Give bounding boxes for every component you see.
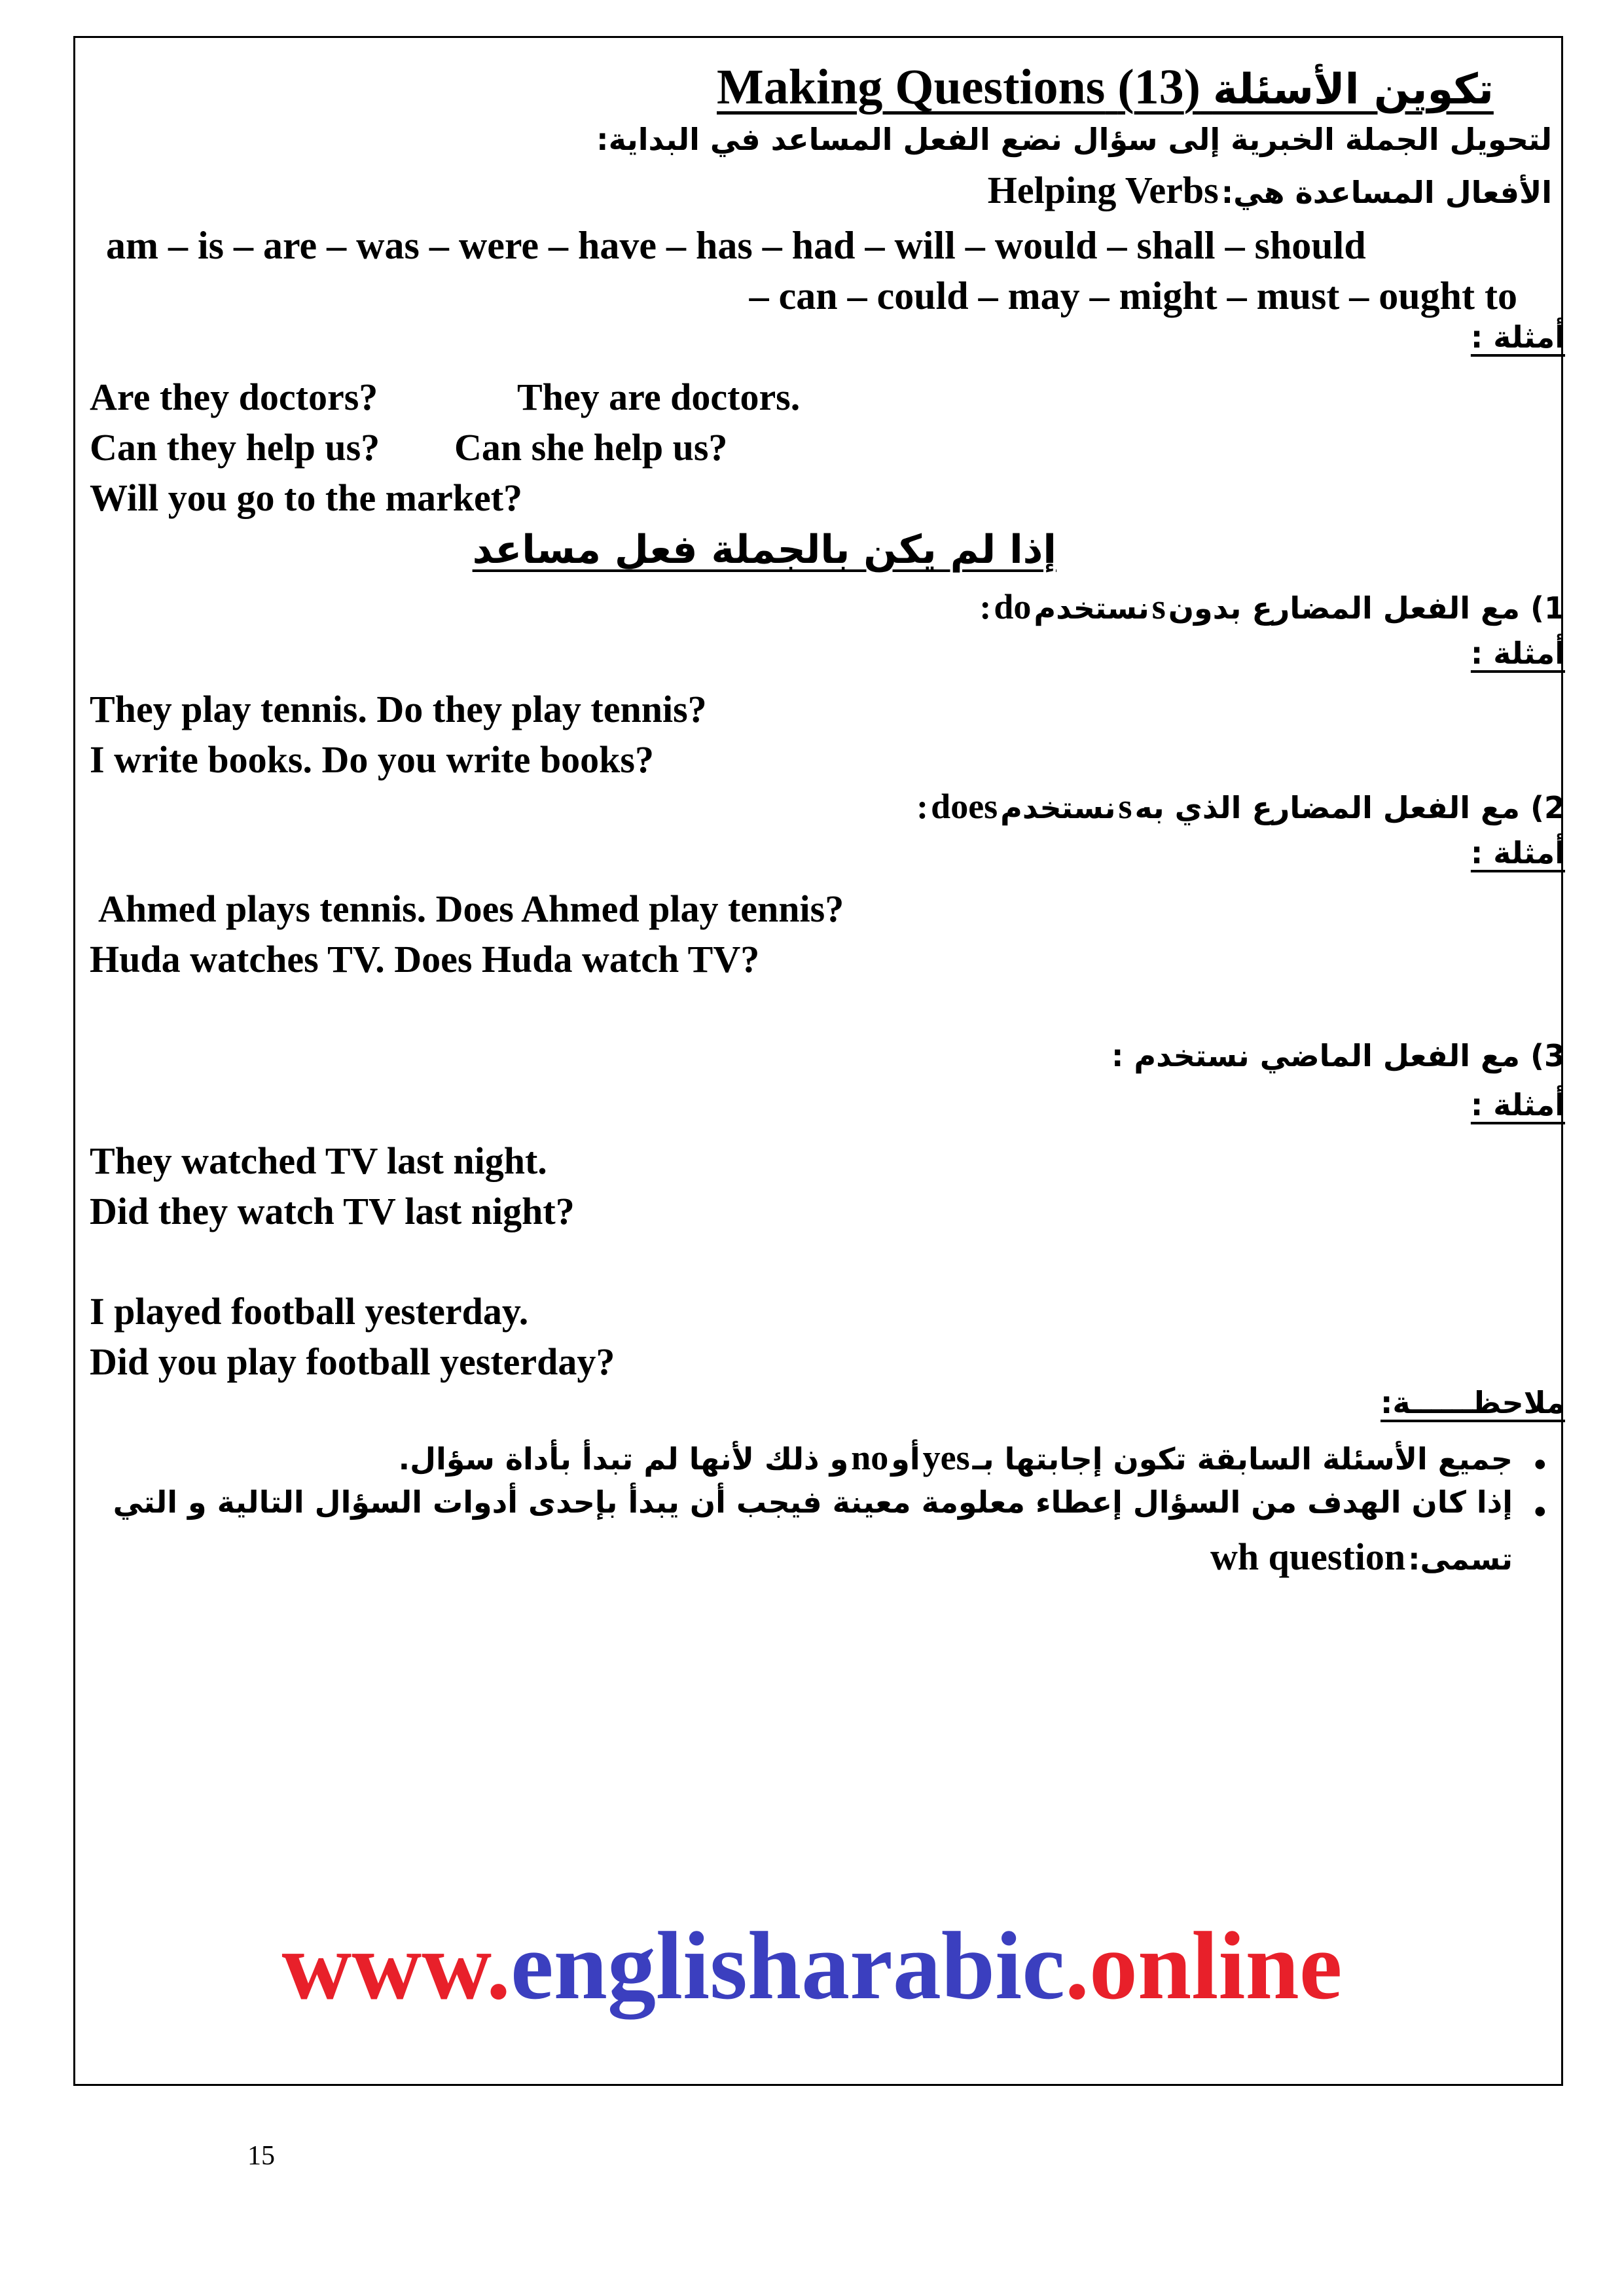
rule-1-colon: :: [979, 587, 992, 626]
title-number: (13): [1117, 60, 1200, 115]
example-play-tennis: They play tennis. Do they play tennis?: [90, 688, 707, 730]
helping-verbs-line-1: am – is – are – was – were – have – has – had – will – would – shall – should: [106, 224, 1366, 267]
title-arabic: تكوين الأسئلة: [1212, 65, 1494, 114]
rule-1-verb: do: [994, 587, 1032, 626]
website-name: englisharabic: [510, 1912, 1065, 2020]
helping-verbs-label: [988, 171, 1552, 209]
note-2-wh-question: wh question: [1210, 1535, 1406, 1578]
rule-1-use: نستخدم: [1034, 590, 1149, 626]
rule-2-verb: does: [931, 787, 998, 826]
example-can-she: Can she help us?: [454, 426, 728, 469]
website-url[interactable]: [0, 1912, 1624, 2020]
note-2-line-1: إذا كان الهدف من السؤال إعطاء معلومة معينة فيجب أن يبدأ بإحدى أدوات السؤال التالية و التي: [113, 1484, 1513, 1520]
example-they-are: They are doctors.: [517, 376, 801, 418]
page-title: [717, 60, 1494, 115]
examples-label-3: أمثلة :: [1470, 835, 1565, 870]
rule-2-text: 2) مع الفعل المضارع الذي به: [1134, 790, 1565, 825]
example-ahmed: Ahmed plays tennis. Does Ahmed play tennis?: [98, 888, 844, 930]
example-can-they: Can they help us?: [90, 426, 380, 469]
note-1-part2: و ذلك لأنها لم تبدأ بأداة سؤال.: [398, 1441, 849, 1477]
example-played-football: I played football yesterday.: [90, 1290, 529, 1333]
no-helper-heading: إذا لم يكن بالجملة فعل مساعد: [472, 527, 1056, 573]
note-1-part1: جميع الأسئلة السابقة تكون إجابتها بـ: [972, 1441, 1513, 1477]
note-2-line-2: [1210, 1535, 1513, 1578]
website-tld: .online: [1064, 1912, 1343, 2020]
rule-3: 3) مع الفعل الماضي نستخدم :: [1111, 1038, 1565, 1073]
example-will-you: Will you go to the market?: [90, 476, 523, 519]
rule-1-text: 1) مع الفعل المضارع بدون: [1168, 590, 1565, 626]
example-write-books: I write books. Do you write books?: [90, 738, 654, 781]
rule-1-s: s: [1151, 587, 1166, 626]
examples-label-2: أمثلة :: [1470, 636, 1565, 671]
note-1-or: أو: [891, 1441, 920, 1477]
note-1: [399, 1440, 1513, 1475]
example-watched-tv: They watched TV last night.: [90, 1139, 547, 1182]
bullet-icon: ●: [1533, 1452, 1547, 1476]
website-www: www.: [281, 1912, 511, 2020]
note-label: ملاحظــــــة:: [1380, 1385, 1565, 1420]
note-1-no: no: [851, 1438, 889, 1477]
helping-verbs-line-2: – can – could – may – might – must – ought to: [749, 274, 1517, 317]
helping-label-english: Helping Verbs: [987, 169, 1219, 211]
examples-label-4: أمثلة :: [1470, 1087, 1565, 1122]
bullet-icon: ●: [1533, 1499, 1547, 1523]
examples-label: أمثلة :: [1470, 319, 1565, 355]
rule-2-colon: :: [916, 787, 929, 826]
rule-2: [916, 789, 1565, 824]
rule-2-use: نستخدم: [1000, 790, 1116, 825]
example-did-play: Did you play football yesterday?: [90, 1340, 615, 1383]
page-number: 15: [247, 2141, 275, 2171]
example-did-watch: Did they watch TV last night?: [90, 1190, 575, 1232]
example-are-they: Are they doctors?: [90, 376, 378, 418]
rule-1: [979, 589, 1565, 624]
note-1-yes: yes: [922, 1438, 970, 1477]
note-2-called: تسمى:: [1408, 1541, 1513, 1577]
helping-label-arabic: الأفعال المساعدة هي:: [1221, 175, 1552, 210]
rule-2-s: s: [1118, 787, 1132, 826]
title-english: Making Questions: [717, 60, 1106, 115]
example-huda: Huda watches TV. Does Huda watch TV?: [90, 938, 760, 980]
intro-text: لتحويل الجملة الخبرية إلى سؤال نضع الفعل المساعد في البداية:: [596, 122, 1552, 157]
